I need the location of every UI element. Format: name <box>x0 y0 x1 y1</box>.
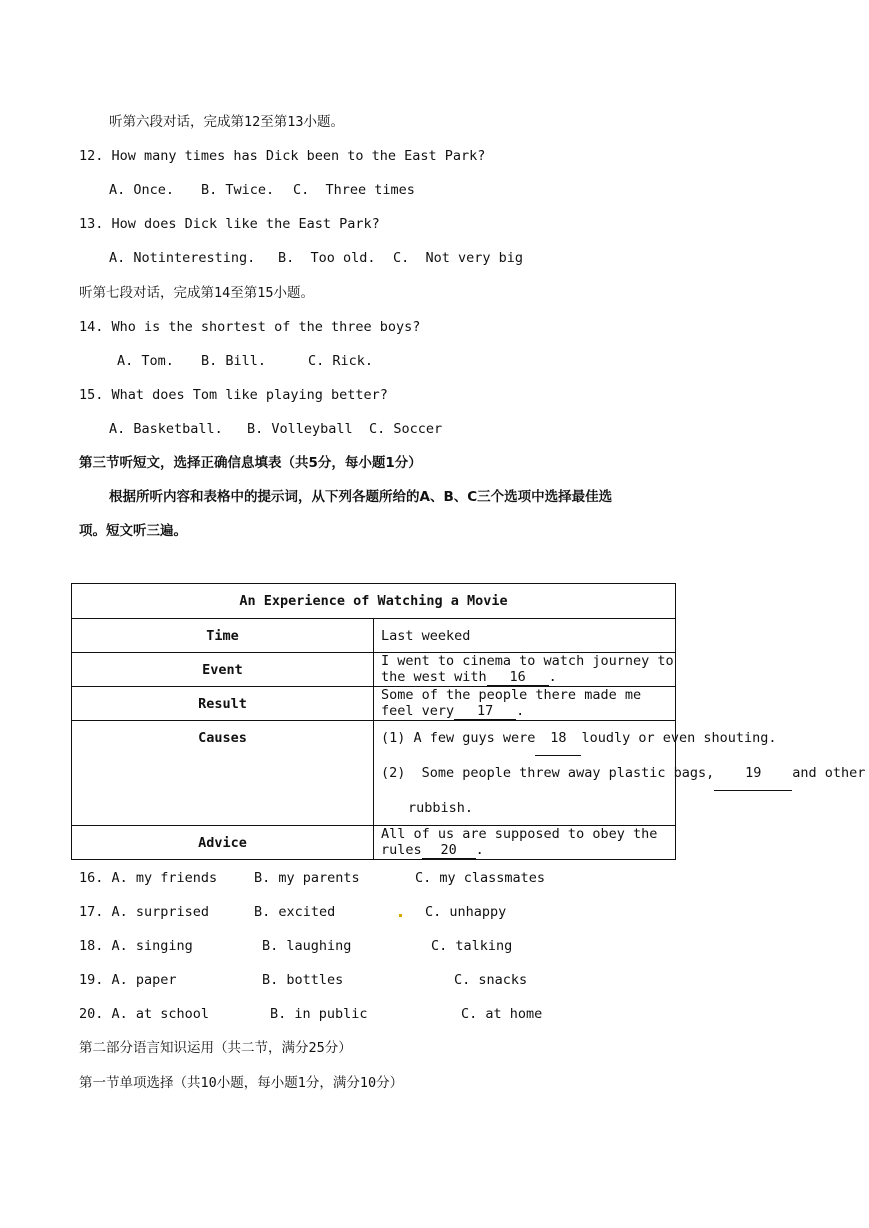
question-15-option-a: A. Basketball. <box>109 421 223 437</box>
causes-label: Causes <box>72 721 374 826</box>
advice-label: Advice <box>72 826 374 860</box>
question-20-option-c: C. at home <box>461 1006 543 1022</box>
table-title: An Experience of Watching a Movie <box>72 584 676 619</box>
cause-1-end: loudly or even shouting. <box>581 730 777 746</box>
advice-value <box>374 826 676 860</box>
blank-18: 18 <box>535 721 581 756</box>
event-text: I went to cinema to watch journey to the west with <box>381 653 674 685</box>
question-17-option-a: 17. A. surprised <box>79 904 210 920</box>
cause-1 <box>381 721 777 756</box>
question-13-stem: 13. How does Dick like the East Park? <box>79 216 380 232</box>
result-value <box>374 687 676 721</box>
cause-2 <box>381 756 866 791</box>
section-heading-6: 听第六段对话，完成第12至第13小题。 <box>109 114 345 130</box>
cause-1-text: (1) A few guys were <box>381 730 536 746</box>
event-value <box>374 653 676 687</box>
question-13-option-a: A. Notinteresting. <box>109 250 256 266</box>
question-18-option-c: C. talking <box>431 938 513 954</box>
question-17-option-b: B. excited <box>254 904 336 920</box>
movie-experience-table <box>71 583 866 860</box>
section-heading-7: 听第七段对话，完成第14至第15小题。 <box>79 285 315 301</box>
question-15-option-c: C. Soccer <box>369 421 443 437</box>
time-value: Last weeked <box>374 619 676 653</box>
result-end: . <box>516 703 525 719</box>
question-13-option-b: B. Too old. <box>278 250 376 266</box>
question-14-option-c: C. Rick. <box>308 353 374 369</box>
question-12-option-a: A. Once. <box>109 182 175 198</box>
causes-value <box>374 721 866 826</box>
part3-title: 第三节听短文，选择正确信息填表（共5分，每小题1分） <box>79 455 422 471</box>
part2-heading: 第二部分语言知识运用（共二节，满分25分） <box>79 1040 352 1056</box>
result-text: Some of the people there made me feel very <box>381 687 642 719</box>
question-12-option-b: B. Twice. <box>201 182 275 198</box>
blank-16: 16 <box>487 669 549 686</box>
question-17-option-c: C. unhappy <box>425 904 507 920</box>
question-19-option-a: 19. A. paper <box>79 972 177 988</box>
blank-19: 19 <box>714 756 792 791</box>
result-label: Result <box>72 687 374 721</box>
question-18-option-b: B. laughing <box>262 938 352 954</box>
question-19-option-c: C. snacks <box>454 972 528 988</box>
cause-2-text: (2) Some people threw away plastic bags, <box>381 765 715 781</box>
time-label: Time <box>72 619 374 653</box>
part3-instruction-line2: 项。短文听三遍。 <box>79 523 187 539</box>
event-label: Event <box>72 653 374 687</box>
question-12-stem: 12. How many times has Dick been to the East Park? <box>79 148 486 164</box>
question-13-option-c: C. Not very big <box>393 250 524 266</box>
part3-instruction-line1: 根据所听内容和表格中的提示词，从下列各题所给的A、B、C三个选项中选择最佳选 <box>109 489 613 505</box>
blank-17: 17 <box>454 703 516 720</box>
question-18-option-a: 18. A. singing <box>79 938 193 954</box>
question-19-option-b: B. bottles <box>262 972 344 988</box>
question-15-option-b: B. Volleyball <box>247 421 353 437</box>
question-14-stem: 14. Who is the shortest of the three boys? <box>79 319 421 335</box>
part2-section1-heading: 第一节单项选择（共10小题，每小题1分，满分10分） <box>79 1075 404 1091</box>
event-end: . <box>548 669 557 685</box>
question-15-stem: 15. What does Tom like playing better? <box>79 387 388 403</box>
blank-20: 20 <box>422 842 476 859</box>
advice-text: All of us are supposed to obey the rules <box>381 826 658 858</box>
advice-end: . <box>475 842 484 858</box>
question-16-option-b: B. my parents <box>254 870 360 886</box>
cause-2-end: and other <box>792 765 866 781</box>
question-14-option-b: B. Bill. <box>201 353 267 369</box>
question-14-option-a: A. Tom. <box>117 353 174 369</box>
question-20-option-b: B. in public <box>270 1006 368 1022</box>
stray-dot <box>399 914 402 917</box>
question-16-option-c: C. my classmates <box>415 870 546 886</box>
question-12-option-c: C. Three times <box>293 182 415 198</box>
question-16-option-a: 16. A. my friends <box>79 870 218 886</box>
cause-2-continued: rubbish. <box>408 800 474 816</box>
question-20-option-a: 20. A. at school <box>79 1006 210 1022</box>
